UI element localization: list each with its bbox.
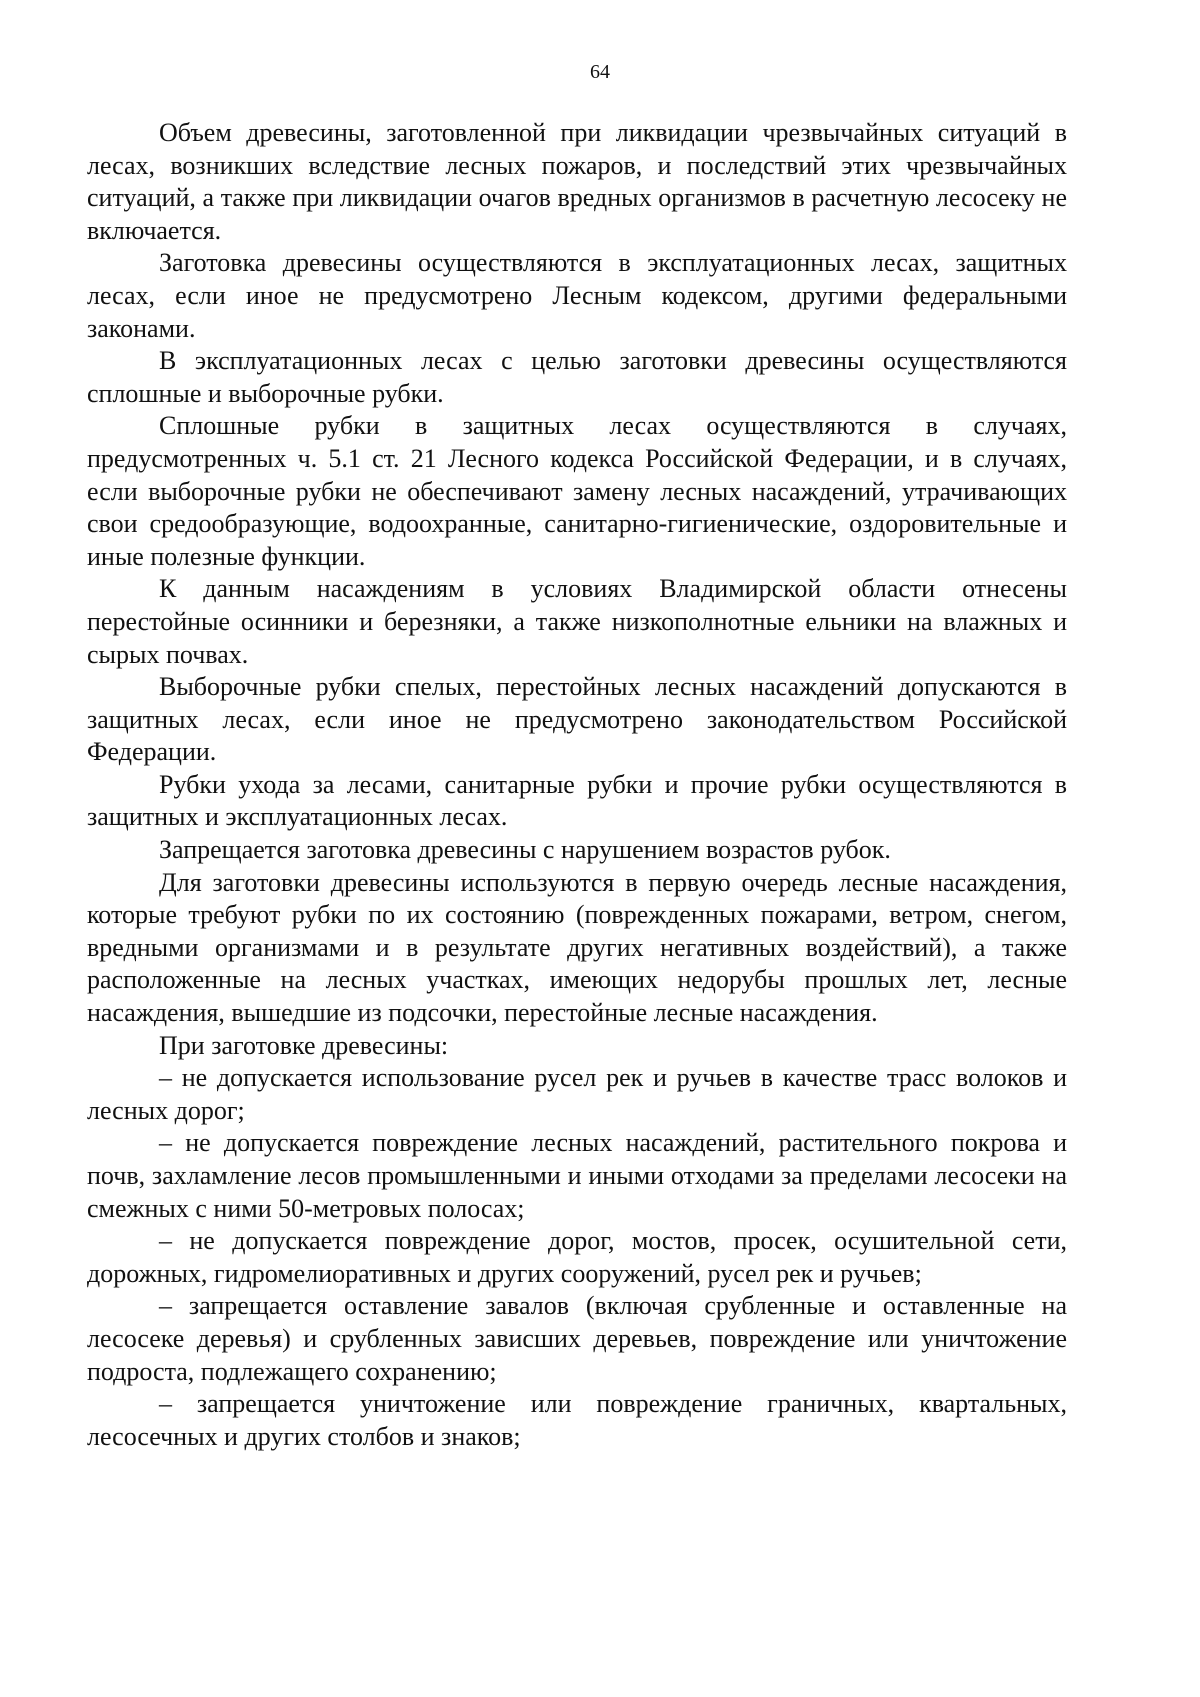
list-item: – не допускается повреждение дорог, мостов, просек, осушительной сети, дорожных, гидромелиоративных и других сооружений, русел рек и ручьев; — [87, 1226, 1067, 1288]
list-item: – не допускается повреждение лесных насаждений, растительного покрова и почв, захламление лесов промышленными и иными отходами за пределами лесосеки на смежных с ними 50-метровых полосах; — [87, 1128, 1067, 1223]
paragraph: Выборочные рубки спелых, перестойных лесных насаждений допускаются в защитных лесах, если иное не предусмотрено законодательством Российской Федерации. — [87, 672, 1067, 767]
list-item: – не допускается использование русел рек и ручьев в качестве трасс волоков и лесных дорог; — [87, 1063, 1067, 1125]
paragraph: Для заготовки древесины используются в первую очередь лесные насаждения, которые требуют рубки по их состоянию (поврежденных пожарами, ветром, снегом, вредными организмами и в результате других негативных воздействий), а также расположенные на лесных участках, имеющих недорубы прошлых лет, лесные насаждения, вышедшие из подсочки, перестойные лесные насаждения. — [87, 867, 1067, 1028]
list-item: – запрещается оставление завалов (включая срубленные и оставленные на лесосеке деревья) и срубленных зависших деревьев, повреждение или уничтожение подроста, подлежащего сохранению; — [87, 1291, 1067, 1386]
body-text — [87, 117, 1067, 1453]
paragraph: Сплошные рубки в защитных лесах осуществляются в случаях, предусмотренных ч. 5.1 ст. 21 Лесного кодекса Российской Федерации, и в случаях, если выборочные рубки не обеспечивают замену лесных насаждений, утрачивающих свои средообразующие, водоохранные, санитарно-гигиенические, оздоровительные и иные полезные функции. — [87, 411, 1067, 571]
paragraph: При заготовке древесины: — [159, 1030, 449, 1060]
paragraph: В эксплуатационных лесах с целью заготовки древесины осуществляются сплошные и выборочные рубки. — [87, 346, 1067, 408]
paragraph: Заготовка древесины осуществляются в эксплуатационных лесах, защитных лесах, если иное не предусмотрено Лесным кодексом, другими федеральными законами. — [87, 248, 1067, 343]
list-item: – запрещается уничтожение или повреждение граничных, квартальных, лесосечных и других столбов и знаков; — [87, 1389, 1067, 1451]
paragraph: Рубки ухода за лесами, санитарные рубки и прочие рубки осуществляются в защитных и эксплуатационных лесах. — [87, 769, 1067, 832]
paragraph: К данным насаждениям в условиях Владимирской области отнесены перестойные осинники и березняки, а также низкополнотные ельники на влажных и сырых почвах. — [87, 574, 1067, 669]
paragraph: Объем древесины, заготовленной при ликвидации чрезвычайных ситуаций в лесах, возникших вследствие лесных пожаров, и последствий этих чрезвычайных ситуаций, а также при ликвидации очагов вредных организмов в расчетную лесосеку не включается. — [87, 118, 1067, 245]
page-number: 64 — [590, 61, 610, 83]
paragraph: Запрещается заготовка древесины с нарушением возрастов рубок. — [159, 835, 891, 865]
